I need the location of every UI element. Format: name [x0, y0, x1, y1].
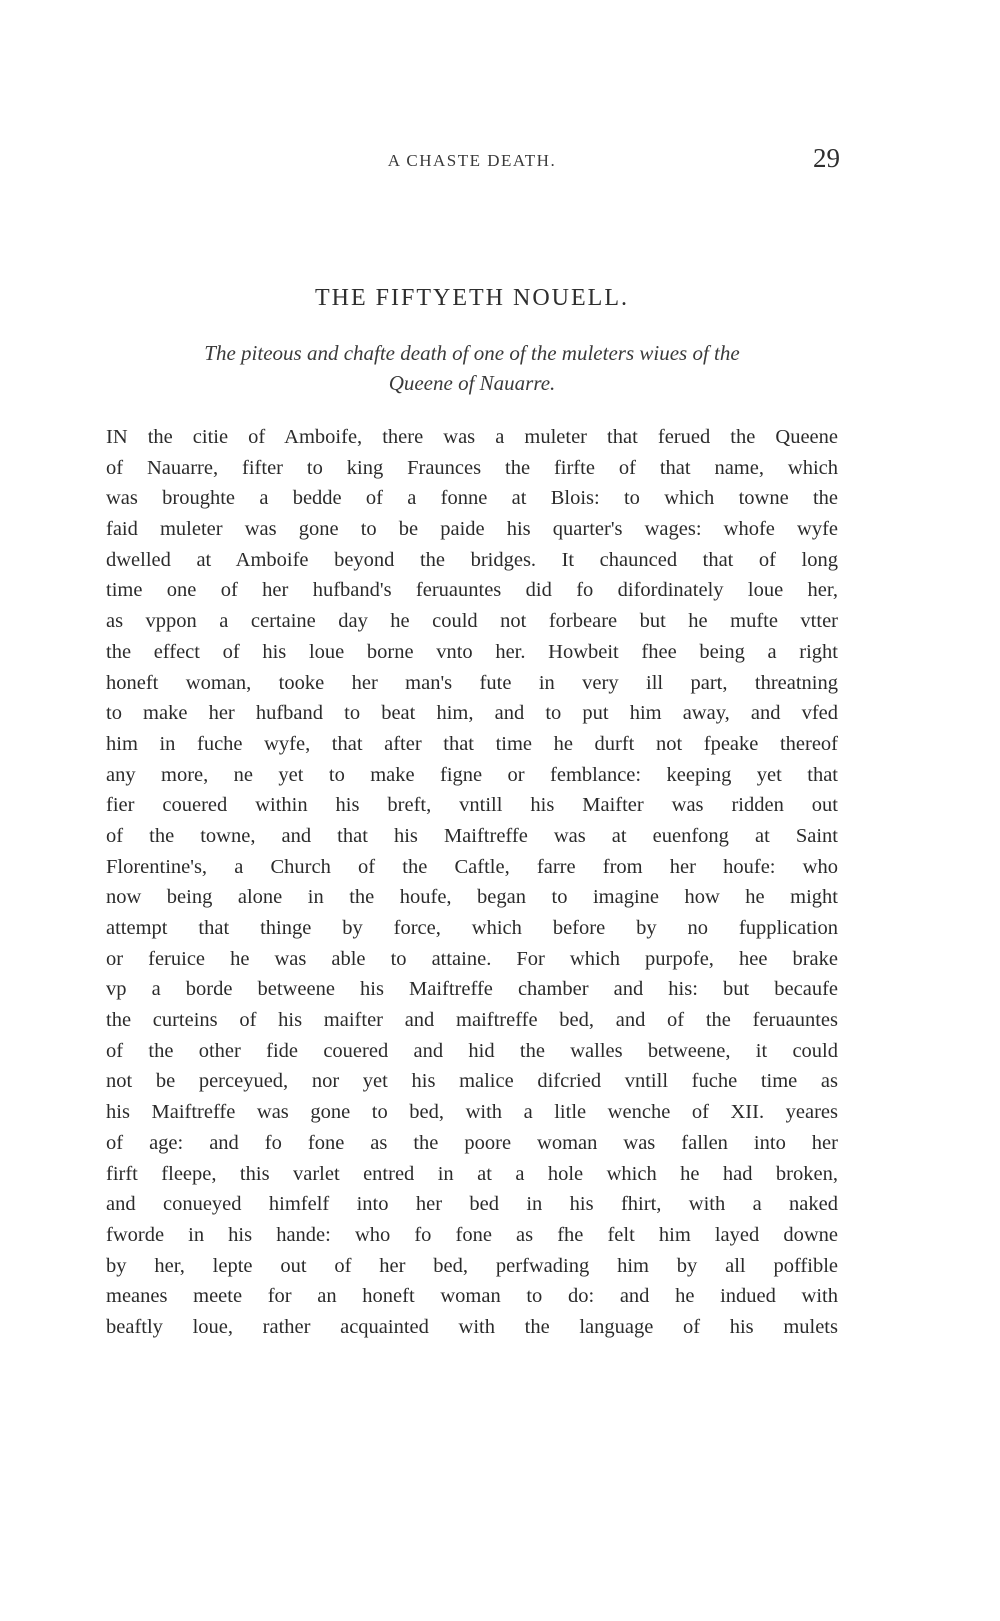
text-line: of the towne, and that his Maiftreffe was at euenfong at Saint: [106, 824, 838, 847]
page-number: 29: [813, 143, 840, 173]
text-line: as vppon a certaine day he could not forbeare but he mufte vtter: [106, 610, 838, 633]
body-text: [106, 422, 838, 1343]
text-line: time one of her hufband's feruauntes did fo difordinately loue her,: [106, 579, 838, 602]
text-line: of the other fide couered and hid the walles betweene, it could: [106, 1039, 838, 1062]
text-line: the effect of his loue borne vnto her. Howbeit fhee being a right: [106, 640, 838, 663]
story-title: THE FIFTYETH NOUELL.: [315, 285, 629, 311]
text-line: beaftly loue, rather acquainted with the language of his mulets: [106, 1315, 838, 1338]
running-head: [104, 143, 840, 183]
text-line: and conueyed himfelf into her bed in his fhirt, with a naked: [106, 1193, 838, 1216]
text-line: any more, ne yet to make figne or femblance: keeping yet that: [106, 763, 838, 786]
text-line: to make her hufband to beat him, and to put him away, and vfed: [106, 702, 838, 725]
subtitle-line: The piteous and chafte death of one of the muleters wiues of the: [204, 341, 740, 365]
story-subtitle: [104, 338, 840, 398]
text-line: fworde in his hande: who fo fone as fhe felt him layed downe: [106, 1223, 838, 1246]
running-title: A CHASTE DEATH.: [387, 151, 557, 170]
subtitle-line: Queene of Nauarre.: [388, 371, 556, 395]
text-line: faid muleter was gone to be paide his quarter's wages: whofe wyfe: [106, 518, 838, 541]
text-line: now being alone in the houfe, began to imagine how he might: [106, 886, 838, 909]
text-line: was broughte a bedde of a fonne at Blois: to which towne the: [106, 487, 838, 510]
text-line: firft fleepe, this varlet entred in at a hole which he had broken,: [106, 1162, 838, 1185]
text-line: attempt that thinge by force, which before by no fupplication: [106, 917, 838, 939]
text-line: of Nauarre, fifter to king Fraunces the firfte of that name, which: [106, 456, 838, 479]
text-line: of age: and fo fone as the poore woman was fallen into her: [106, 1131, 838, 1154]
text-line: his Maiftreffe was gone to bed, with a litle wenche of XII. yeares: [106, 1101, 838, 1124]
text-line: him in fuche wyfe, that after that time he durft not fpeake thereof: [106, 732, 838, 755]
text-line: by her, lepte out of her bed, perfwading him by all poffible: [106, 1254, 838, 1277]
text-line: Florentine's, a Church of the Caftle, farre from her houfe: who: [106, 855, 838, 878]
text-line: not be perceyued, nor yet his malice difcried vntill fuche time as: [106, 1070, 838, 1093]
text-line: meanes meete for an honeft woman to do: and he indued with: [106, 1285, 838, 1308]
text-line: dwelled at Amboife beyond the bridges. It chaunced that of long: [106, 548, 838, 571]
text-line: fier couered within his breft, vntill his Maifter was ridden out: [106, 794, 838, 817]
text-line: vp a borde betweene his Maiftreffe chamber and his: but becaufe: [106, 978, 838, 1001]
text-line: the curteins of his maifter and maiftreffe bed, and of the feruauntes: [106, 1009, 838, 1032]
text-line: IN the citie of Amboife, there was a muleter that ferued the Queene: [106, 426, 838, 448]
text-line: honeft woman, tooke her man's fute in very ill part, threatning: [106, 671, 838, 694]
text-line: or feruice he was able to attaine. For which purpofe, hee brake: [106, 947, 838, 970]
